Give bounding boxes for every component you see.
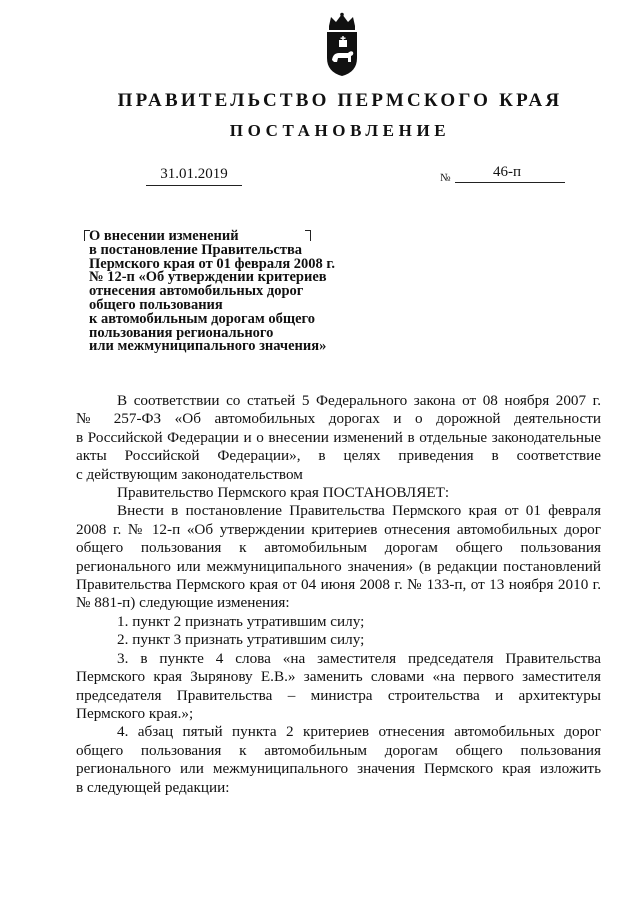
document-body bbox=[76, 392, 601, 797]
paragraph-line: Правительства Пермского края от 04 июня 2008 г. № 133-п, от 13 ноября 2010 г. bbox=[76, 576, 601, 594]
title-line: № 12-п «Об утверждении критериев bbox=[89, 269, 327, 286]
paragraph-line: в Российской Федерации и о внесении изменений в отдельные законодательные bbox=[76, 428, 601, 446]
title-line: к автомобильным дорогам общего bbox=[89, 310, 316, 327]
paragraph-line: 2008 г. № 12-п «Об утверждении критериев отнесения автомобильных дорог bbox=[76, 520, 601, 538]
list-item-3-line: Пермского края.»; bbox=[76, 704, 194, 722]
list-item-1: 1. пункт 2 признать утратившим силу; bbox=[117, 612, 365, 630]
title-line: Пермского края от 01 февраля 2008 г. bbox=[89, 255, 335, 272]
list-item-4-line: 4. абзац пятый пункта 2 критериев отнесения автомобильных дорог bbox=[117, 723, 601, 741]
list-item-3-line: Пермского края Зырянову Е.В.» заменить словами «на первого заместителя bbox=[76, 668, 601, 686]
paragraph-line: В соответствии со статьей 5 Федерального закона от 08 ноября 2007 г. bbox=[117, 392, 601, 409]
perm-krai-coat-of-arms-icon bbox=[321, 12, 363, 78]
paragraph-line: Внести в постановление Правительства Пермского края от 01 февраля bbox=[117, 502, 601, 520]
organization-name: ПРАВИТЕЛЬСТВО ПЕРМСКОГО КРАЯ bbox=[117, 90, 563, 111]
title-line: О внесении изменений bbox=[89, 228, 239, 244]
list-item-4-line: в следующей редакции: bbox=[76, 778, 230, 796]
title-line: отнесения автомобильных дорог bbox=[89, 283, 304, 300]
document-title bbox=[89, 230, 379, 354]
paragraph-line: № 881-п) следующие изменения: bbox=[76, 594, 290, 612]
paragraph-line: регионального или межмуниципального значения» (в редакции постановлений bbox=[76, 557, 601, 575]
document-type: ПОСТАНОВЛЕНИЕ bbox=[229, 121, 451, 140]
title-line: в постановление Правительства bbox=[89, 241, 303, 258]
paragraph-line: с действующим законодательством bbox=[76, 465, 303, 483]
list-item-2: 2. пункт 3 признать утратившим силу; bbox=[117, 631, 365, 649]
paragraph-line: общего пользования к автомобильным дорогам общего пользования bbox=[76, 539, 601, 557]
list-item-4-line: регионального или межмуниципального значения Пермского края изложить bbox=[76, 760, 601, 778]
document-number: 46-п bbox=[455, 164, 565, 183]
decree-statement: Правительство Пермского края ПОСТАНОВЛЯЕТ: bbox=[117, 484, 450, 502]
number-sign: № bbox=[440, 172, 451, 184]
paragraph-line: акты Российской Федерации», в целях приведения в соответствие bbox=[76, 447, 601, 465]
document-date: 31.01.2019 bbox=[146, 166, 242, 186]
list-item-3-line: председателя Правительства – министра строительства и архитектуры bbox=[76, 686, 601, 704]
list-item-4-line: общего пользования к автомобильным дорогам общего пользования bbox=[76, 741, 601, 759]
list-item-3-line: 3. в пункте 4 слова «на заместителя председателя Правительства bbox=[117, 649, 601, 667]
paragraph-line: № 257-ФЗ «Об автомобильных дорогах и о дорожной деятельности bbox=[76, 410, 601, 428]
title-line: или межмуниципального значения» bbox=[89, 338, 327, 355]
title-line: пользования регионального bbox=[89, 324, 274, 341]
title-line: общего пользования bbox=[89, 296, 223, 313]
